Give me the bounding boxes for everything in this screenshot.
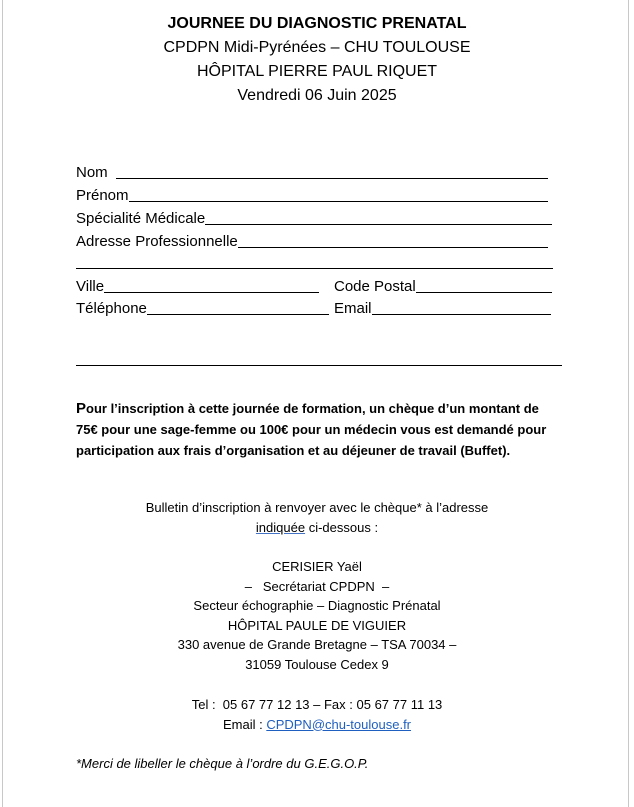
- hospital-line: HÔPITAL PIERRE PAUL RIQUET: [196, 63, 438, 80]
- code-postal-row: [334, 276, 552, 296]
- code-postal-field[interactable]: [416, 277, 552, 293]
- email-field[interactable]: [372, 299, 551, 315]
- ville-label: Ville: [76, 278, 105, 295]
- address-street: 330 avenue de Grande Bretagne – TSA 70034 –: [177, 637, 457, 653]
- bulletin-instructions: [0, 498, 634, 537]
- event-date: Vendredi 06 Juin 2025: [237, 87, 397, 104]
- organizer-line: CPDPN Midi-Pyrénées – CHU TOULOUSE: [163, 39, 471, 56]
- adresse-continuation-row: [76, 252, 553, 272]
- extra-field-line[interactable]: [76, 350, 562, 366]
- mailing-address: [0, 557, 634, 675]
- nom-row: [76, 162, 548, 182]
- prenom-label: Prénom: [76, 187, 129, 204]
- registration-form: [76, 162, 554, 372]
- address-service: – Secrétariat CPDPN –: [244, 578, 390, 594]
- code-postal-label: Code Postal: [334, 278, 416, 295]
- email-line: [0, 715, 634, 735]
- email-label: Email: [334, 300, 372, 317]
- ville-field[interactable]: [104, 277, 319, 293]
- specialite-field[interactable]: [205, 209, 552, 225]
- address-sector: Secteur échographie – Diagnostic Prénatal: [193, 598, 441, 614]
- page-right-edge: [628, 0, 629, 807]
- nom-label: Nom: [76, 164, 108, 181]
- address-hospital: HÔPITAL PAULE DE VIGUIER: [227, 617, 407, 633]
- address-name: CERISIER Yaël: [272, 559, 362, 574]
- specialite-label: Spécialité Médicale: [76, 210, 206, 227]
- extra-line-row: [76, 349, 562, 369]
- notice-text: our l’inscription à cette journée de formation, un chèque d’un montant de 75€ pour une sage-femme ou 100€ pour un médecin vous est demandé pour participation aux frais d’organisation et au déjeuner de travail (Buffet).: [76, 401, 547, 458]
- prenom-field[interactable]: [129, 186, 548, 202]
- phone-fax-line: Tel : 05 67 77 12 13 – Fax : 05 67 77 11 13: [191, 697, 443, 712]
- telephone-row: [76, 298, 329, 318]
- address-city: 31059 Toulouse Cedex 9: [245, 656, 389, 672]
- email-contact-label: Email :: [222, 716, 267, 732]
- adresse-field[interactable]: [238, 232, 548, 248]
- telephone-label: Téléphone: [76, 300, 147, 317]
- contact-block: [0, 695, 634, 734]
- footnote: *Merci de libeller le chèque à l’ordre du G.E.G.O.P.: [76, 756, 369, 771]
- nom-field[interactable]: [116, 163, 548, 179]
- telephone-field[interactable]: [147, 299, 329, 315]
- email-row: [334, 298, 551, 318]
- document-header: [0, 12, 634, 108]
- document-title: JOURNEE DU DIAGNOSTIC PRENATAL: [167, 15, 467, 32]
- email-link[interactable]: CPDPN@chu-toulouse.fr: [266, 716, 412, 732]
- specialite-row: [76, 208, 552, 228]
- prenom-row: [76, 185, 548, 205]
- bulletin-line-2-rest: ci-dessous :: [305, 519, 379, 535]
- page-left-edge: [2, 0, 3, 807]
- adresse-field-line2[interactable]: [76, 253, 553, 269]
- adresse-row: [76, 231, 548, 251]
- notice-first-letter: P: [76, 400, 87, 417]
- bulletin-line-1: Bulletin d’inscription à renvoyer avec le chèque* à l’adresse: [145, 500, 489, 515]
- payment-notice: [76, 398, 556, 461]
- adresse-label: Adresse Professionnelle: [76, 233, 238, 250]
- bulletin-line-2: [0, 518, 634, 538]
- bulletin-underlined-word: indiquée: [255, 519, 306, 535]
- ville-row: [76, 276, 319, 296]
